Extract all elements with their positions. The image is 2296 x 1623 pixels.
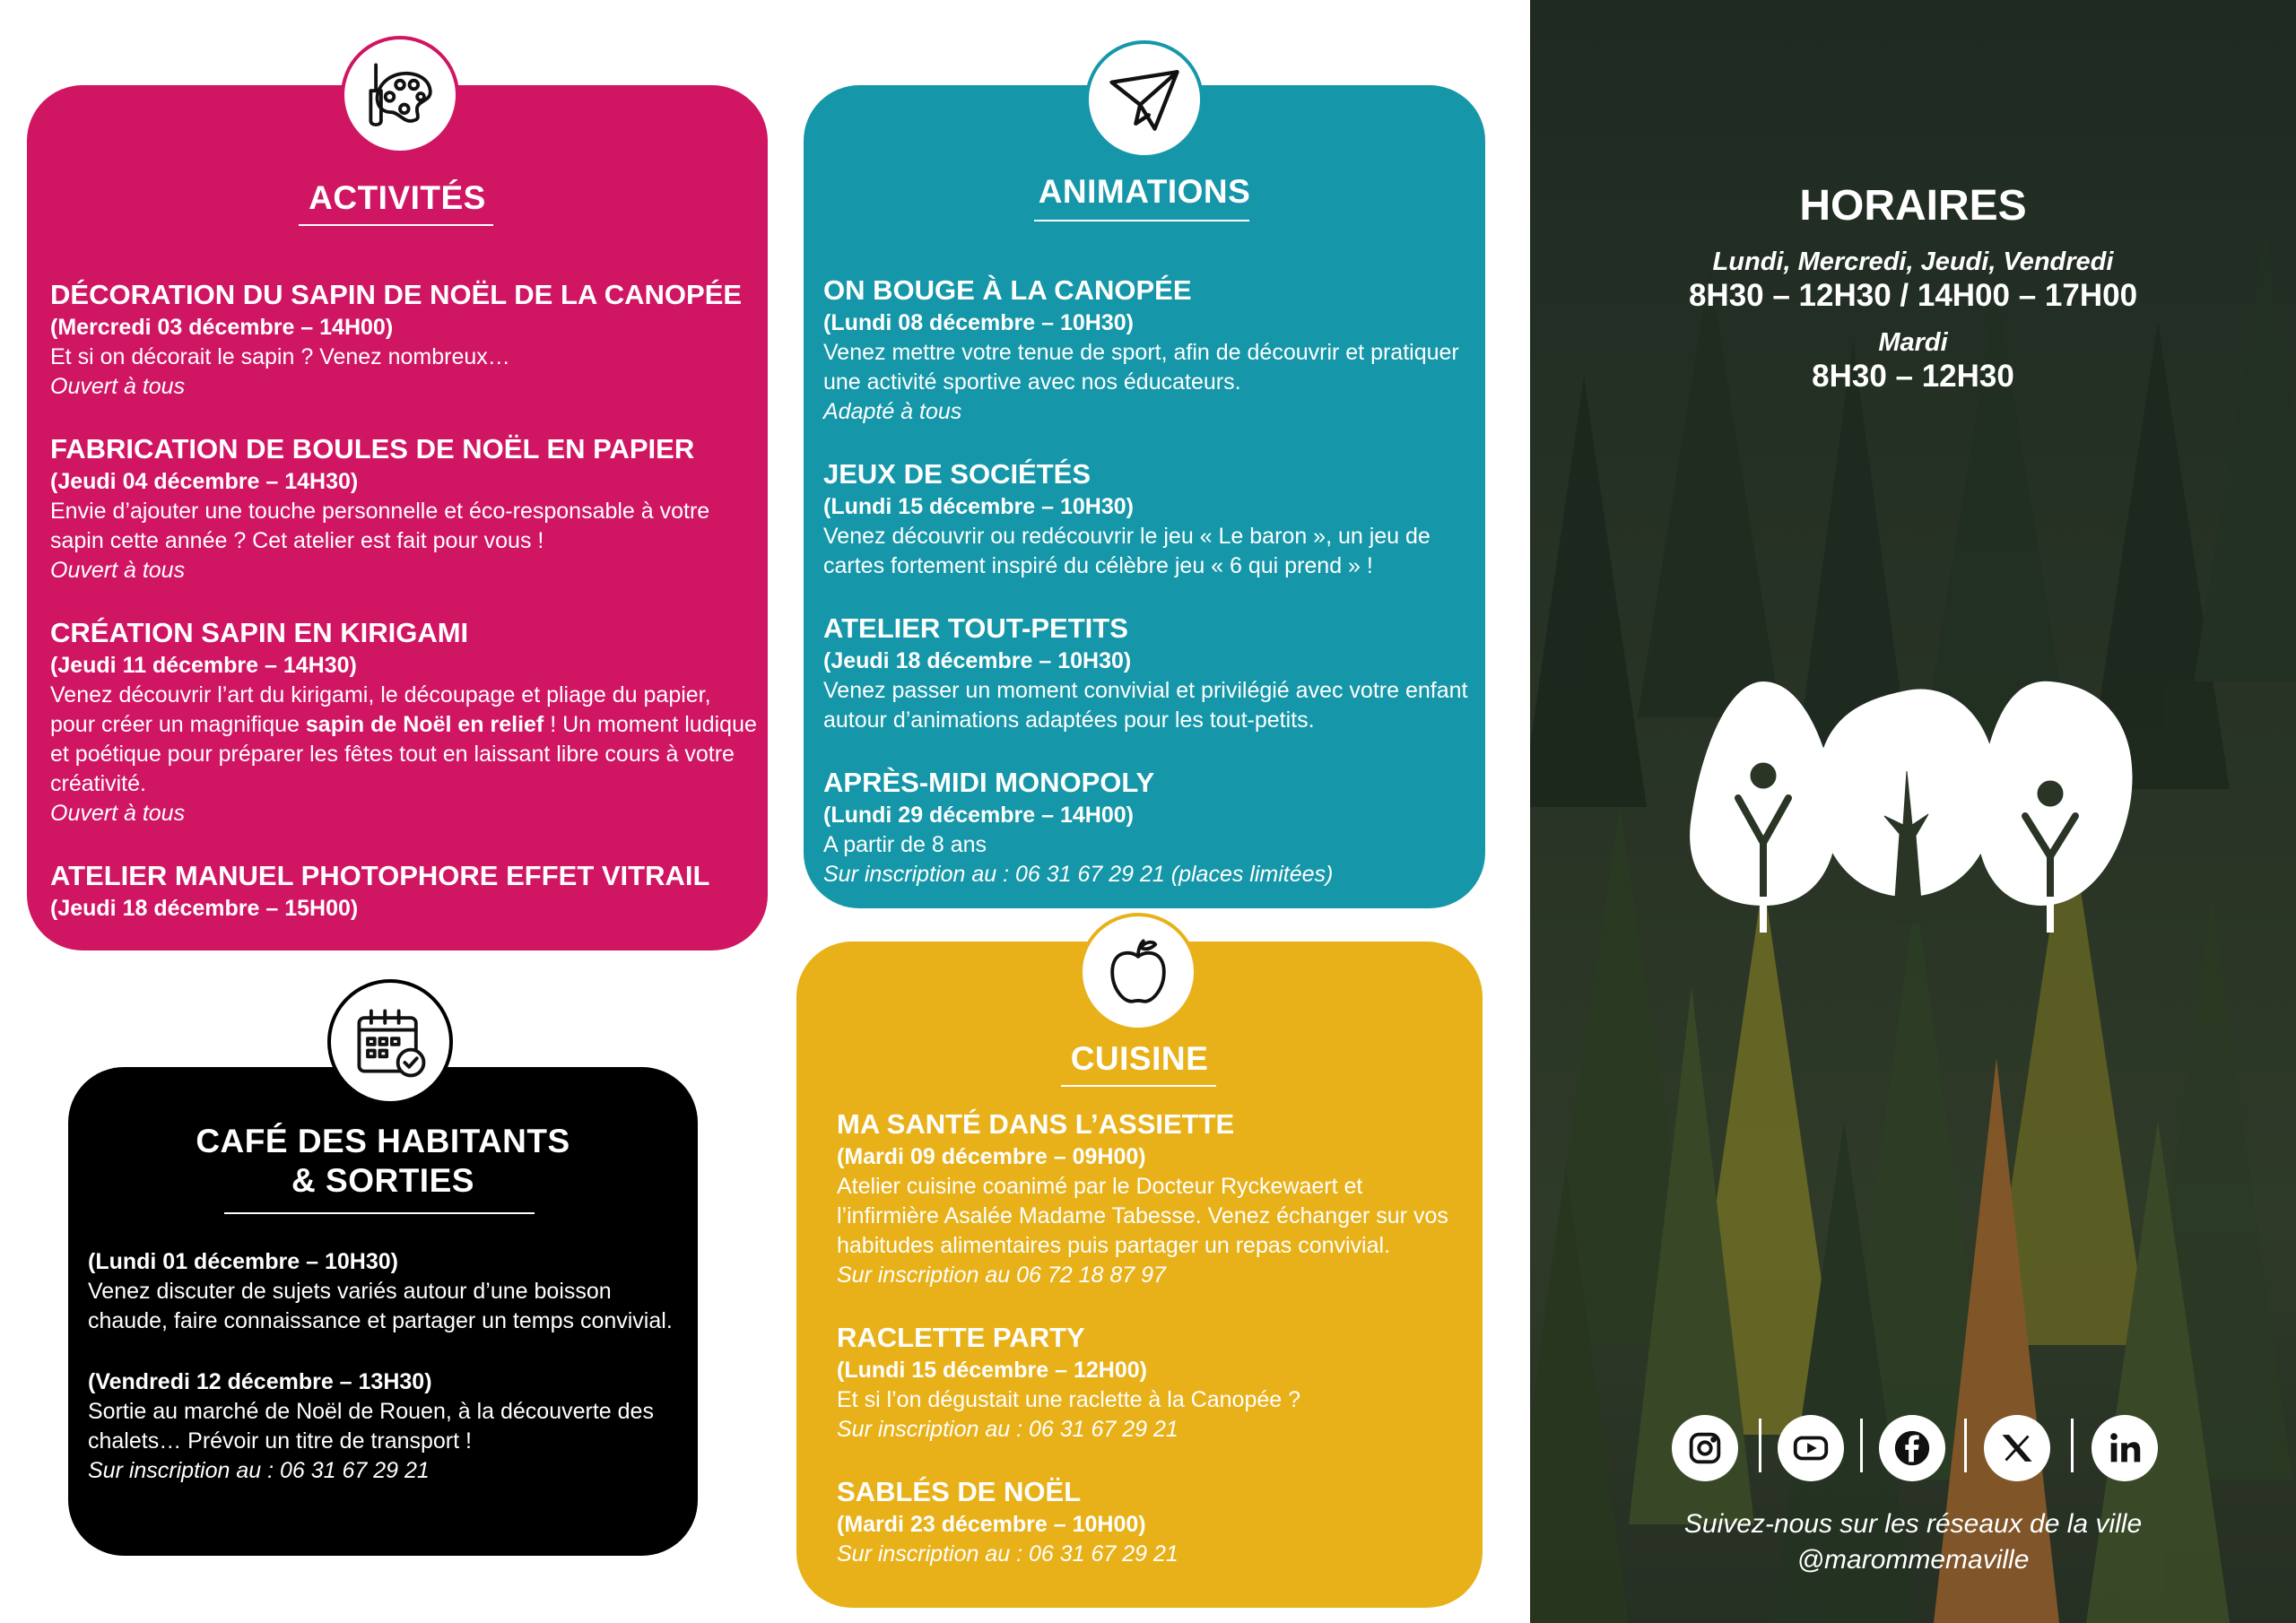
tree-logo-icon [1665,664,2149,950]
event-title: ATELIER TOUT-PETITS [823,612,1128,644]
event-date: (Mardi 23 décembre – 10H00) [837,1512,1146,1537]
event-date: (Jeudi 04 décembre – 14H30) [50,469,359,494]
event-title: FABRICATION DE BOULES DE NOËL EN PAPIER [50,433,695,464]
cuisine-title: CUISINE [1070,1040,1209,1077]
event-date: (Lundi 15 décembre – 12H00) [837,1358,1147,1383]
horaires-days-tuesday: Mardi [1878,328,1948,357]
activites-title: ACTIVITÉS [309,179,486,216]
event-item [837,1321,1465,1445]
youtube-icon[interactable] [1778,1415,1844,1481]
cafe-panel [68,1067,698,1556]
animations-title-rule [1034,220,1249,221]
event-item [50,616,759,829]
event-note: Sur inscription au : 06 31 67 29 21 [88,1458,430,1483]
palette-brush-icon [341,36,459,154]
event-date: (Lundi 01 décembre – 10H30) [88,1249,398,1274]
event-note: Ouvert à tous [50,801,186,826]
event-note: Adapté à tous [823,399,962,424]
event-item [837,1107,1465,1290]
cafe-title-line1: CAFÉ DES HABITANTS [196,1123,570,1159]
event-item [823,457,1469,581]
apple-icon [1079,913,1197,1031]
event-description-highlight: sapin de Noël en relief [305,712,544,737]
event-description-part: ! Un moment ludique et poétique pour préparer les fêtes tout en laissant libre cours à votre créativité. [50,712,757,796]
social-separator [2071,1419,2074,1472]
event-title: RACLETTE PARTY [837,1322,1085,1353]
event-description: Et si l’on dégustait une raclette à la Canopée ? [837,1387,1301,1412]
activites-title-rule [299,224,493,226]
animations-panel [804,85,1485,908]
social-separator [1860,1419,1863,1472]
cafe-events [88,1246,680,1516]
event-item [88,1246,680,1336]
calendar-check-icon [327,979,453,1105]
event-item [823,273,1469,427]
event-title: SABLÉS DE NOËL [837,1476,1082,1507]
event-description: Venez mettre votre tenue de sport, afin de découvrir et pratiquer une activité sportive avec nos éducateurs. [823,340,1459,395]
social-separator [1964,1419,1967,1472]
linkedin-icon[interactable] [2092,1415,2158,1481]
event-item [823,766,1469,890]
event-date: (Jeudi 18 décembre – 10H30) [823,648,1132,673]
cuisine-title-rule [1061,1085,1216,1087]
cafe-title-line2: & SORTIES [291,1162,474,1199]
event-title: APRÈS-MIDI MONOPOLY [823,767,1155,798]
event-description: Venez discuter de sujets variés autour d’une boisson chaude, faire connaissance et partager un temps convivial. [88,1279,673,1333]
cafe-title-rule [224,1212,535,1214]
event-title: CRÉATION SAPIN EN KIRIGAMI [50,617,469,648]
event-description: Et si on décorait le sapin ? Venez nombreux… [50,344,510,369]
event-item [88,1367,680,1486]
follow-us-text [1530,1506,2296,1578]
event-note: Sur inscription au : 06 31 67 29 21 (places limitées) [823,862,1334,887]
social-separator [1759,1419,1761,1472]
event-date: (Jeudi 18 décembre – 15H00) [50,896,359,921]
event-date: (Lundi 08 décembre – 10H30) [823,310,1134,335]
event-date: (Jeudi 11 décembre – 14H30) [50,653,357,678]
event-date: (Mardi 09 décembre – 09H00) [837,1144,1146,1169]
event-description: Venez découvrir ou redécouvrir le jeu « Le baron », un jeu de cartes fortement inspiré du célèbre jeu « 6 qui prend » ! [823,524,1431,578]
animations-title: ANIMATIONS [1038,173,1251,210]
event-note: Ouvert à tous [50,374,186,399]
event-title: ATELIER MANUEL PHOTOPHORE EFFET VITRAIL [50,860,710,891]
event-date: (Lundi 29 décembre – 14H00) [823,803,1134,828]
event-description: Sortie au marché de Noël de Rouen, à la découverte des chalets… Prévoir un titre de transport ! [88,1399,654,1454]
event-note: Ouvert à tous [50,558,186,583]
event-title: MA SANTÉ DANS L’ASSIETTE [837,1108,1235,1140]
event-description: Venez passer un moment convivial et privilégié avec votre enfant autour d’animations adaptées pour les tout-petits. [823,678,1468,733]
event-note: Sur inscription au 06 72 18 87 97 [837,1263,1166,1288]
event-description [50,681,759,799]
event-description: Atelier cuisine coanimé par le Docteur Ryckewaert et l’infirmière Asalée Madame Tabesse. Venez échanger sur vos habitudes alimentaires puis partager un repas convivial. [837,1174,1448,1258]
horaires-days-weekdays: Lundi, Mercredi, Jeudi, Vendredi [1712,247,2114,276]
event-description-part: Venez découvrir l’art du kirigami, le découpage et pliage du papier, pour créer un magnifique [50,682,711,737]
event-title: ON BOUGE À LA CANOPÉE [823,274,1192,306]
paper-plane-icon [1085,40,1204,159]
instagram-icon[interactable] [1672,1415,1738,1481]
event-title: DÉCORATION DU SAPIN DE NOËL DE LA CANOPÉE [50,279,743,310]
horaires-title: HORAIRES [1799,182,2027,230]
activites-events [50,278,759,954]
horaires-time-weekdays: 8H30 – 12H30 / 14H00 – 17H00 [1688,278,2138,313]
follow-line: Suivez-nous sur les réseaux de la ville [1683,1509,2143,1539]
event-description: Envie d’ajouter une touche personnelle et éco-responsable à votre sapin cette année ? Cet atelier est fait pour vous ! [50,499,710,553]
event-date: (Mercredi 03 décembre – 14H00) [50,315,394,340]
horaires-panel [1530,0,2296,1623]
cuisine-events [837,1107,1465,1600]
facebook-icon[interactable] [1879,1415,1945,1481]
follow-handle: @marommemaville [1796,1545,2030,1575]
event-date: (Vendredi 12 décembre – 13H30) [88,1369,432,1394]
event-date: (Lundi 15 décembre – 10H30) [823,494,1134,519]
animations-events [823,273,1469,920]
horaires-time-tuesday: 8H30 – 12H30 [1812,359,2014,394]
event-item [50,432,759,586]
event-item [837,1475,1465,1569]
event-item [50,278,759,402]
event-item [50,859,759,924]
activites-panel [27,85,768,950]
event-note: Sur inscription au : 06 31 67 29 21 [837,1541,1178,1567]
event-item [823,612,1469,735]
event-note: Sur inscription au : 06 31 67 29 21 [837,1417,1178,1442]
event-title: JEUX DE SOCIÉTÉS [823,458,1091,490]
x-icon[interactable] [1984,1415,2050,1481]
event-description: A partir de 8 ans [823,832,987,857]
cuisine-panel [796,942,1483,1608]
